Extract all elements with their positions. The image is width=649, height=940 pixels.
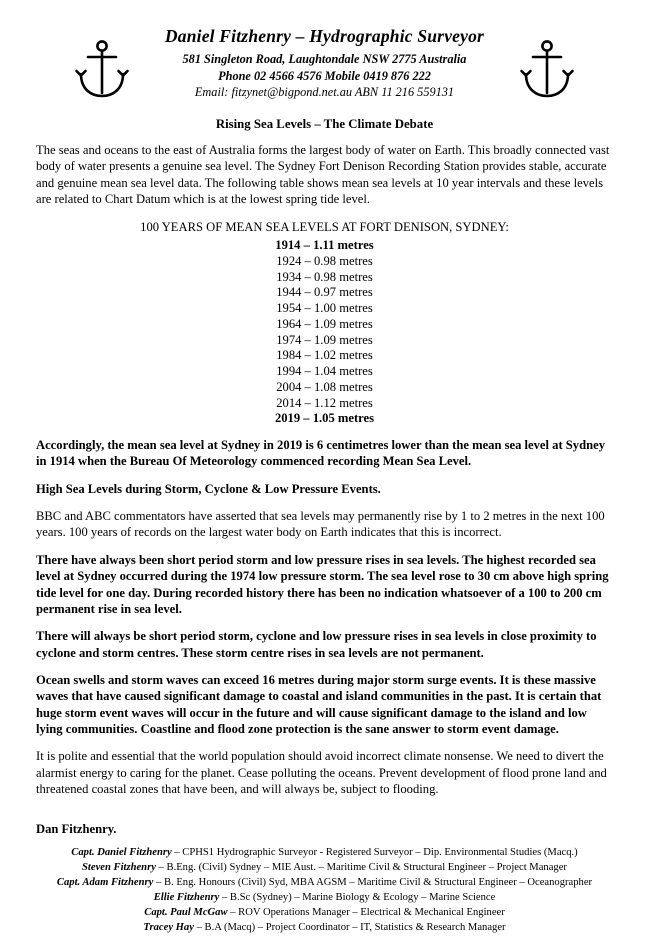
paragraph-short-period-storm: There have always been short period storm and low pressure rises in sea levels. The highest recorded sea level at Sydney occurred during the 1974 low pressure storm. The sea level rose to 30 cm above high spring tide level for one day. During recorded history there has been no indication whatsoever of a 100 to 200 cm permanent rise in sea level.: [36, 552, 609, 616]
page-title: Rising Sea Levels – The Climate Debate: [215, 116, 434, 131]
table-row: [273, 333, 376, 349]
letterhead: [36, 20, 613, 103]
company-name: Daniel Fitzhenry – Hydrographic Surveyor: [164, 26, 485, 46]
credit-line: [36, 920, 613, 935]
paragraph-storm-centre-rises: There will always be short period storm, cyclone and low pressure rises in sea levels in close proximity to cyclone and storm centres. These storm centre rises in sea levels are not permanent.: [36, 629, 597, 660]
spacer: [36, 427, 613, 437]
table-heading: 100 YEARS OF MEAN SEA LEVELS AT FORT DENISON, SYDNEY:: [140, 220, 509, 235]
anchor-icon: [519, 38, 575, 100]
paragraph-accordingly: Accordingly, the mean sea level at Sydney in 2019 is 6 centimetres lower than the mean sea level at Sydney in 1914 when the Bureau Of Meteorology commenced recording Mean Sea Level.: [36, 438, 605, 469]
credit-line: [36, 845, 613, 860]
table-row: [273, 285, 376, 301]
sea-level-cell: 1974 – 1.09 metres: [276, 332, 373, 347]
sea-level-cell: 1924 – 0.98 metres: [276, 253, 373, 268]
anchor-icon: [74, 38, 130, 100]
table-row: [273, 238, 376, 254]
signature: Dan Fitzhenry.: [36, 821, 117, 836]
email-line: Email: fitzynet@bigpond.net.au ABN 11 216 559131: [194, 85, 455, 100]
credit-line: [36, 875, 613, 890]
table-row: [273, 396, 376, 412]
sea-level-cell: 1914 – 1.11 metres: [275, 238, 374, 253]
sea-level-table-body: [273, 238, 376, 427]
paragraph-commentators: BBC and ABC commentators have asserted that sea levels may permanently rise by 1 to 2 metres in the next 100 years. 100 years of records on the largest water body on Earth indicates that this is incorrect.: [36, 509, 605, 540]
intro-paragraph: The seas and oceans to the east of Australia forms the largest body of water on Earth. This broadly connected vast body of water presents a genuine sea level. The Sydney Fort Denison Recording Station provides stable, accurate and genuine mean sea level data. The following table shows mean sea levels at 10 year intervals and these levels are related to Chart Datum which is at the lowest spring tide level.: [36, 142, 610, 206]
credit-detail: – B.Sc (Sydney) – Marine Biology & Ecology – Marine Science: [219, 891, 496, 903]
phone-line: Phone 02 4566 4576 Mobile 0419 876 222: [218, 68, 431, 83]
table-row: [273, 411, 376, 427]
paragraph-high-sea-levels-heading: High Sea Levels during Storm, Cyclone & Low Pressure Events.: [36, 481, 381, 496]
credit-line: [36, 860, 613, 875]
credit-line: [36, 905, 613, 920]
table-row: [273, 364, 376, 380]
credit-detail: – CPHS1 Hydrographic Surveyor - Registered Surveyor – Dip. Environmental Studies (Macq.): [171, 846, 578, 858]
table-row: [273, 301, 376, 317]
sea-level-cell: 2019 – 1.05 metres: [274, 411, 375, 426]
sea-level-cell: 1944 – 0.97 metres: [276, 285, 373, 300]
credit-name: Ellie Fitzhenry: [153, 891, 220, 903]
paragraph-closing: It is polite and essential that the world population should avoid incorrect climate nonsense. We need to divert the alarmist energy to caring for the planet. Cease polluting the oceans. Prevent development of flood prone land and threatened coastal zones that have been, and will always be, subject to flooding.: [36, 749, 607, 797]
credit-detail: – B. Eng. Honours (Civil) Syd, MBA AGSM – Maritime Civil & Structural Engineer – Oceanographer: [153, 876, 593, 888]
credit-line: [36, 890, 613, 905]
table-row: [273, 348, 376, 364]
credit-name: Tracey Hay: [143, 921, 194, 933]
credit-detail: – ROV Operations Manager – Electrical & Mechanical Engineer: [227, 906, 505, 918]
sea-level-cell: 1964 – 1.09 metres: [276, 316, 373, 331]
sea-level-table: [273, 238, 376, 427]
credits-block: [36, 845, 613, 935]
credit-detail: – B.A (Macq) – Project Coordinator – IT, Statistics & Research Manager: [193, 921, 506, 933]
sea-level-cell: 1994 – 1.04 metres: [276, 364, 373, 379]
table-row: [273, 380, 376, 396]
credit-name: Capt. Paul McGaw: [144, 906, 228, 918]
table-row: [273, 317, 376, 333]
sea-level-cell: 2004 – 1.08 metres: [276, 379, 373, 394]
paragraph-ocean-swells: Ocean swells and storm waves can exceed 16 metres during major storm surge events. It is these massive waves that have caused significant damage to coastal and island communities in the past. It is certain that huge storm event waves will occur in the future and will cause significant damage to the island and low lying communities. Coastline and flood zone protection is the sane answer to storm event damage.: [36, 672, 602, 737]
sea-level-cell: 1984 – 1.02 metres: [276, 348, 373, 363]
credit-detail: – B.Eng. (Civil) Sydney – MIE Aust. – Maritime Civil & Structural Engineer – Project Manager: [155, 861, 567, 873]
credit-name: Capt. Adam Fitzhenry: [56, 876, 154, 888]
credit-name: Steven Fitzhenry: [82, 861, 156, 873]
address-line: 581 Singleton Road, Laughtondale NSW 2775 Australia: [182, 52, 467, 66]
table-row: [273, 270, 376, 286]
sea-level-cell: 1934 – 0.98 metres: [276, 269, 373, 284]
table-row: [273, 254, 376, 270]
credit-name: Capt. Daniel Fitzhenry: [71, 846, 172, 858]
sea-level-cell: 2014 – 1.12 metres: [276, 395, 373, 410]
sea-level-cell: 1954 – 1.00 metres: [276, 301, 373, 316]
